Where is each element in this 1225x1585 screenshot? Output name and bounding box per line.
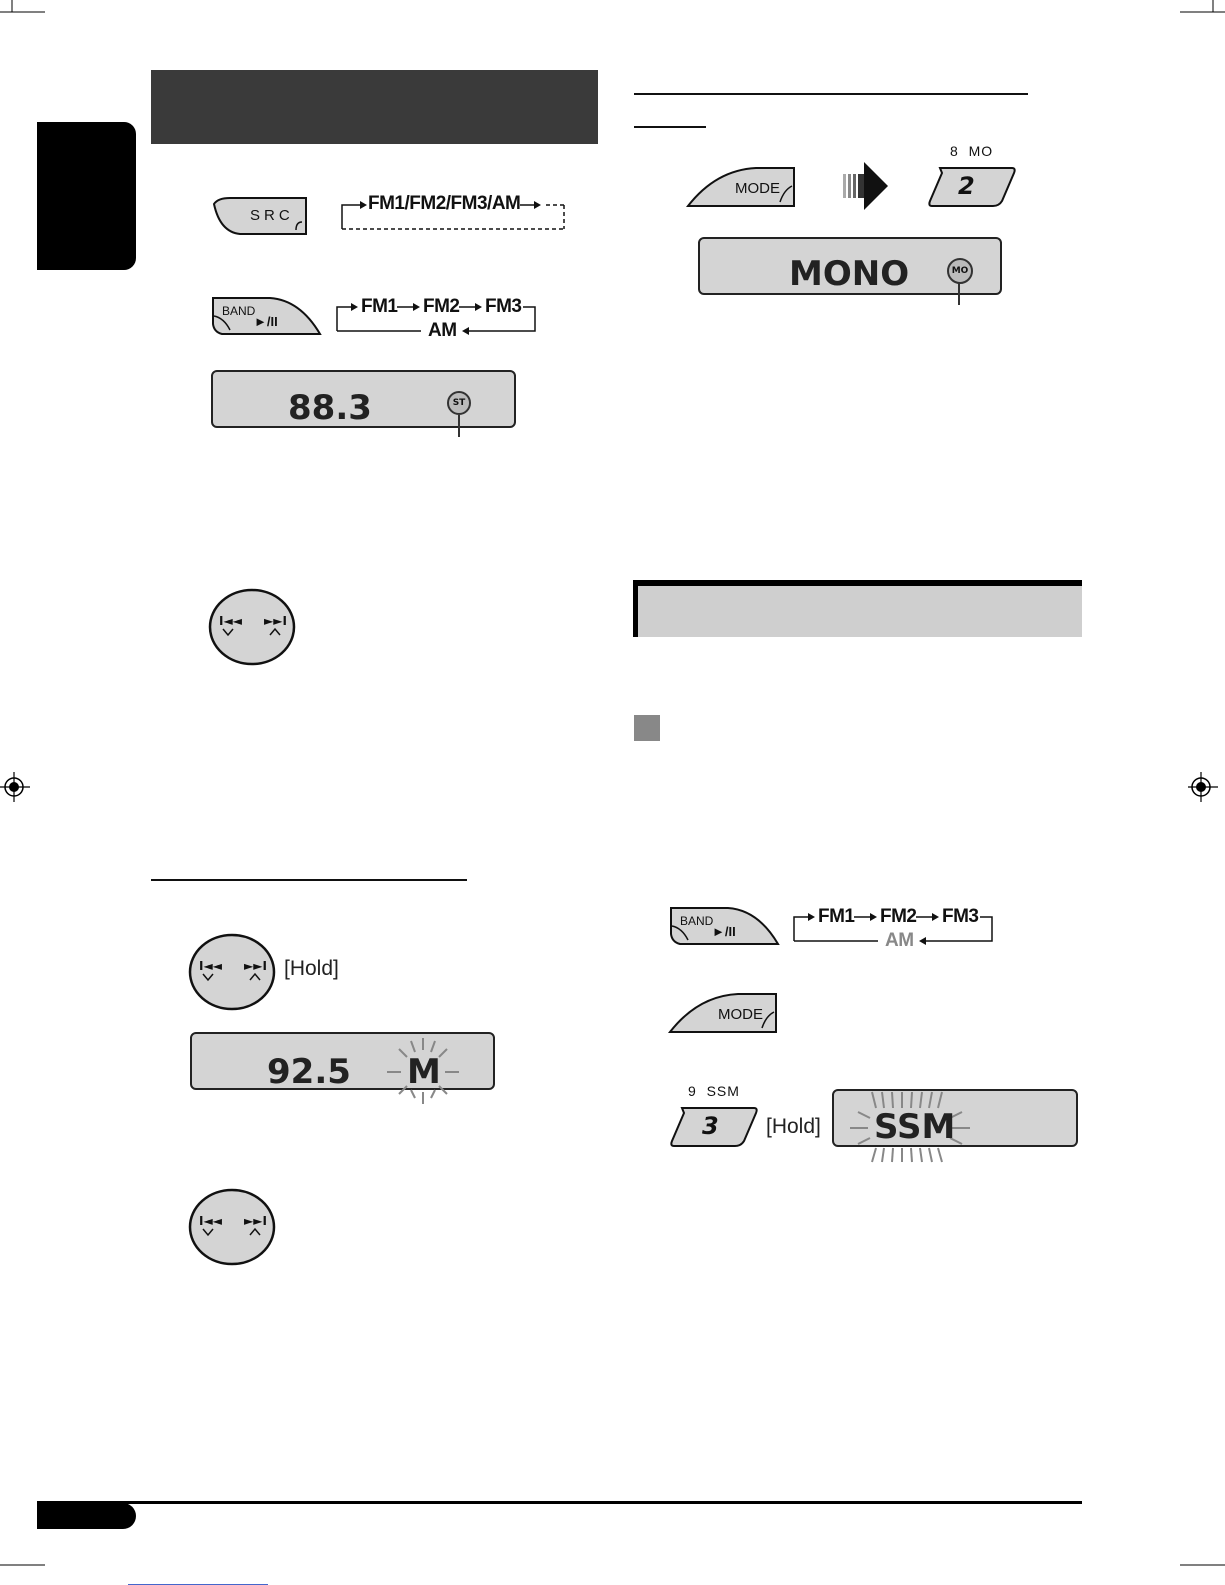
registration-mark-right	[1188, 772, 1218, 802]
band-am-left: AM	[428, 320, 457, 341]
subheading-rule-left	[151, 879, 467, 881]
registration-mark-left	[0, 772, 30, 802]
seek-dial-1[interactable]	[207, 587, 297, 667]
mode-label-top: MODE	[735, 180, 780, 197]
frequency-readout-2: 92.5	[267, 1052, 351, 1092]
src-button-label: SRC	[250, 207, 294, 224]
stereo-indicator	[447, 391, 471, 415]
page-number-tab	[37, 1503, 136, 1529]
footer-rule	[37, 1501, 1082, 1504]
band-label-right: BAND	[680, 914, 714, 928]
band-am-right: AM	[885, 930, 914, 951]
section-header-left	[151, 70, 598, 144]
mono-indicator	[947, 258, 973, 284]
svg-text:►►I: ►►I	[244, 959, 267, 973]
band-fm3-right: FM3	[942, 906, 979, 927]
frequency-readout-1: 88.3	[288, 388, 372, 428]
source-cycle-label: FM1/FM2/FM3/AM	[368, 193, 521, 214]
preset-3-caption: 9 SSM	[688, 1083, 740, 1099]
section-header-right	[633, 580, 1082, 637]
band-fm1-left: FM1	[361, 296, 398, 317]
mono-text: MONO	[789, 254, 910, 294]
ssm-text: SSM	[874, 1107, 956, 1147]
seek-dial-2[interactable]	[187, 932, 277, 1012]
band-fm2-right: FM2	[880, 906, 917, 927]
play-pause-label-left: ►/II	[254, 314, 278, 329]
band-fm3-left: FM3	[485, 296, 522, 317]
subheading-rule-right-1	[634, 93, 1028, 95]
band-label-left: BAND	[222, 304, 256, 318]
language-tab	[37, 122, 136, 270]
svg-text:I◄◄: I◄◄	[219, 614, 242, 628]
preset-3-number: 3	[702, 1112, 719, 1140]
svg-text:►►I: ►►I	[264, 614, 287, 628]
seek-dial-3[interactable]	[187, 1187, 277, 1267]
preset-2-number: 2	[958, 172, 975, 200]
mono-callout-line	[958, 283, 960, 305]
play-pause-label-right: ►/II	[712, 924, 736, 939]
stereo-callout-line	[458, 415, 460, 437]
band-fm1-right: FM1	[818, 906, 855, 927]
step-marker	[634, 715, 660, 741]
memory-indicator: M	[407, 1052, 441, 1092]
mono-indicator-label: MO	[951, 266, 969, 276]
hold-label-1: [Hold]	[284, 957, 339, 980]
hold-label-2: [Hold]	[766, 1115, 821, 1138]
subheading-rule-right-2	[634, 126, 706, 128]
stereo-indicator-label: ST	[452, 398, 466, 408]
mode-label-bottom: MODE	[718, 1006, 763, 1023]
svg-text:►►I: ►►I	[244, 1214, 267, 1228]
preset-2-caption: 8 MO	[950, 143, 994, 159]
svg-text:I◄◄: I◄◄	[199, 959, 222, 973]
band-fm2-left: FM2	[423, 296, 460, 317]
svg-text:I◄◄: I◄◄	[199, 1214, 222, 1228]
then-arrow-icon	[843, 160, 889, 212]
